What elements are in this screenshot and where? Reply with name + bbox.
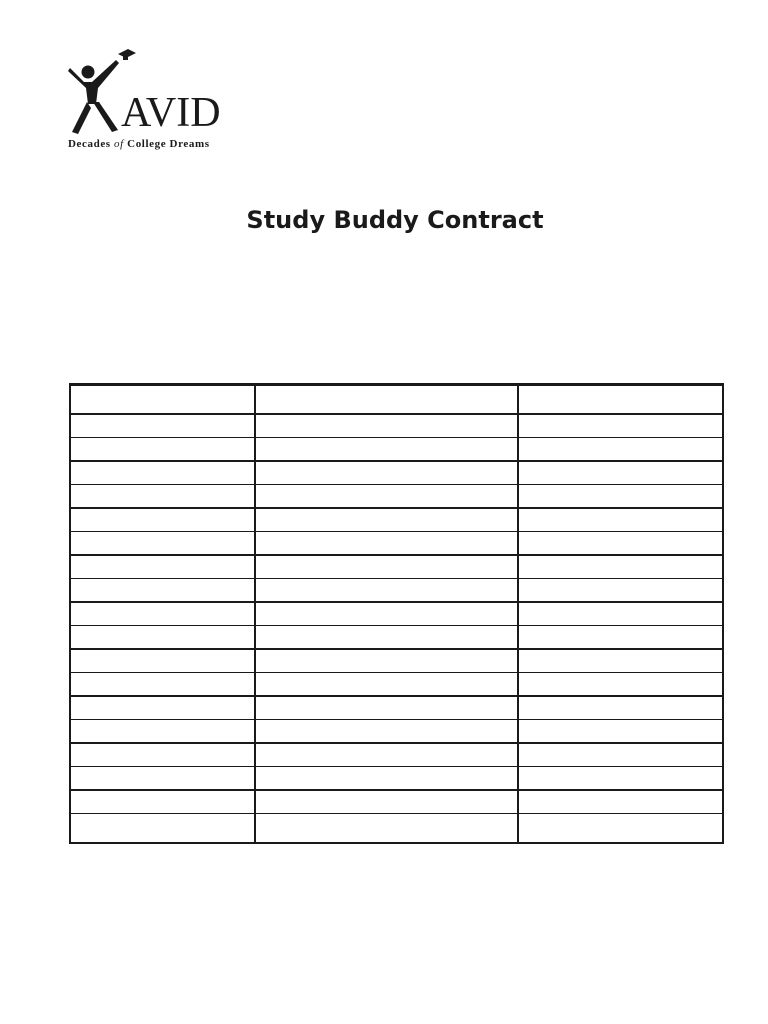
table-row bbox=[70, 555, 723, 579]
table-row bbox=[70, 579, 723, 603]
table-cell[interactable] bbox=[70, 461, 255, 485]
avid-logo bbox=[66, 46, 236, 156]
table-cell[interactable] bbox=[70, 814, 255, 844]
table-cell[interactable] bbox=[518, 602, 723, 626]
table-row bbox=[70, 720, 723, 744]
table-cell[interactable] bbox=[255, 649, 518, 673]
contract-table bbox=[69, 383, 724, 844]
table-cell[interactable] bbox=[255, 673, 518, 697]
table-cell[interactable] bbox=[255, 438, 518, 462]
table-cell[interactable] bbox=[255, 579, 518, 603]
table-cell[interactable] bbox=[518, 696, 723, 720]
tagline-of: of bbox=[114, 138, 124, 150]
table-cell[interactable] bbox=[518, 555, 723, 579]
table-cell[interactable] bbox=[255, 743, 518, 767]
table-cell[interactable] bbox=[255, 767, 518, 791]
table-cell[interactable] bbox=[255, 696, 518, 720]
table-cell[interactable] bbox=[255, 414, 518, 438]
table-row bbox=[70, 790, 723, 814]
table-cell[interactable] bbox=[70, 790, 255, 814]
table-row bbox=[70, 414, 723, 438]
table-row bbox=[70, 814, 723, 844]
table-cell[interactable] bbox=[70, 720, 255, 744]
table-cell[interactable] bbox=[518, 720, 723, 744]
table-cell[interactable] bbox=[518, 508, 723, 532]
table-cell[interactable] bbox=[70, 602, 255, 626]
table-row bbox=[70, 602, 723, 626]
table-row bbox=[70, 508, 723, 532]
table-row bbox=[70, 767, 723, 791]
table-cell[interactable] bbox=[70, 385, 255, 415]
table-cell[interactable] bbox=[255, 461, 518, 485]
table-cell[interactable] bbox=[255, 385, 518, 415]
table-cell[interactable] bbox=[255, 720, 518, 744]
table-cell[interactable] bbox=[70, 438, 255, 462]
table-cell[interactable] bbox=[518, 485, 723, 509]
avid-tagline bbox=[68, 138, 210, 150]
avid-wordmark: AVID bbox=[121, 90, 221, 136]
table-cell[interactable] bbox=[255, 626, 518, 650]
table-row bbox=[70, 461, 723, 485]
table-cell[interactable] bbox=[255, 602, 518, 626]
table-cell[interactable] bbox=[518, 532, 723, 556]
table-cell[interactable] bbox=[518, 743, 723, 767]
table-cell[interactable] bbox=[70, 508, 255, 532]
table-cell[interactable] bbox=[518, 814, 723, 844]
table-cell[interactable] bbox=[518, 673, 723, 697]
table-cell[interactable] bbox=[518, 461, 723, 485]
table-cell[interactable] bbox=[70, 673, 255, 697]
table-cell[interactable] bbox=[518, 767, 723, 791]
table-cell[interactable] bbox=[70, 626, 255, 650]
table-cell[interactable] bbox=[255, 532, 518, 556]
table-row bbox=[70, 532, 723, 556]
table-row bbox=[70, 743, 723, 767]
table-cell[interactable] bbox=[70, 414, 255, 438]
table-cell[interactable] bbox=[255, 508, 518, 532]
page-title: Study Buddy Contract bbox=[246, 206, 544, 234]
table-cell[interactable] bbox=[255, 814, 518, 844]
table-cell[interactable] bbox=[255, 485, 518, 509]
table-cell[interactable] bbox=[70, 579, 255, 603]
table-cell[interactable] bbox=[70, 555, 255, 579]
table-row bbox=[70, 649, 723, 673]
tagline-pre: Decades bbox=[68, 138, 115, 150]
contract-table-body bbox=[70, 385, 723, 844]
table-row bbox=[70, 696, 723, 720]
table-cell[interactable] bbox=[518, 414, 723, 438]
table-cell[interactable] bbox=[518, 438, 723, 462]
table-cell[interactable] bbox=[70, 649, 255, 673]
table-cell[interactable] bbox=[518, 626, 723, 650]
table-cell[interactable] bbox=[255, 790, 518, 814]
table-cell[interactable] bbox=[518, 579, 723, 603]
table-cell[interactable] bbox=[70, 532, 255, 556]
table-row bbox=[70, 626, 723, 650]
table-cell[interactable] bbox=[255, 555, 518, 579]
table-cell[interactable] bbox=[518, 790, 723, 814]
table-row bbox=[70, 485, 723, 509]
table-cell[interactable] bbox=[70, 767, 255, 791]
tagline-post: College Dreams bbox=[123, 138, 210, 150]
table-row bbox=[70, 385, 723, 415]
table-row bbox=[70, 438, 723, 462]
table-cell[interactable] bbox=[70, 696, 255, 720]
table-row bbox=[70, 673, 723, 697]
table-cell[interactable] bbox=[518, 649, 723, 673]
table-cell[interactable] bbox=[70, 485, 255, 509]
table-cell[interactable] bbox=[70, 743, 255, 767]
table-cell[interactable] bbox=[518, 385, 723, 415]
